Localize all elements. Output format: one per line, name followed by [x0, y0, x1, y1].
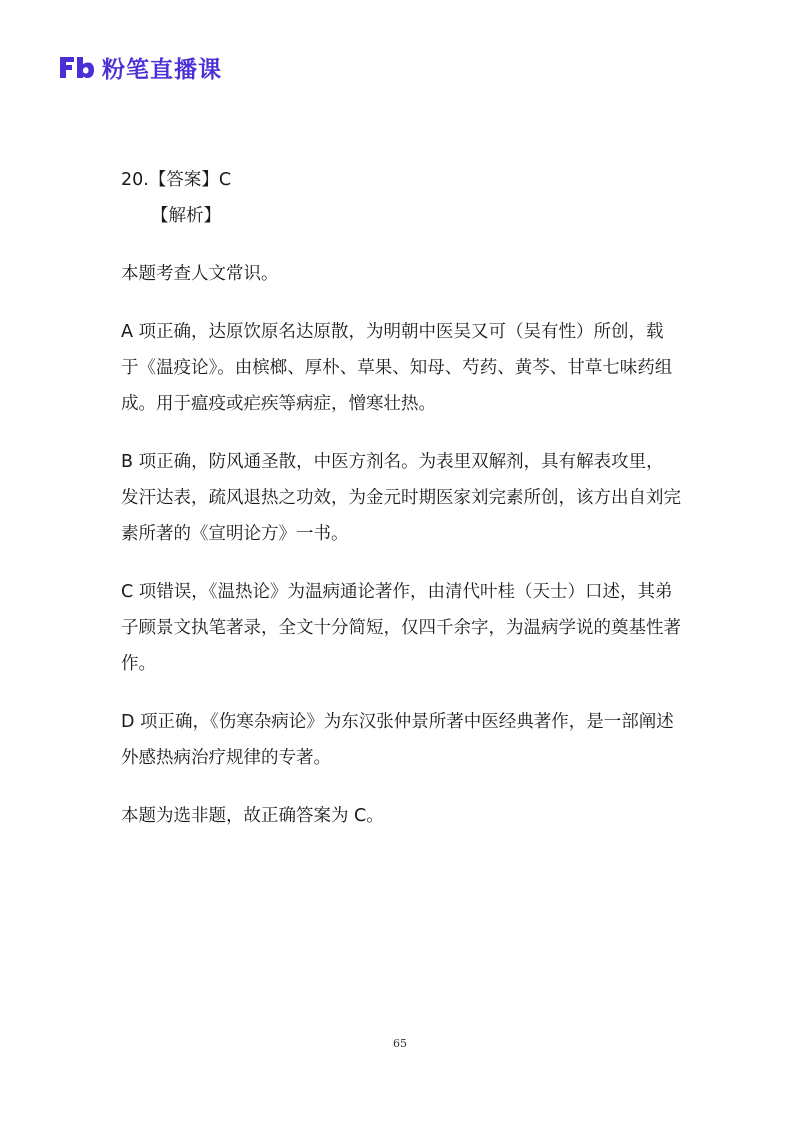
question-answer-title: 20.【答案】C: [121, 170, 232, 190]
analysis-paragraph-c: C 项错误，《温热论》为温病通论著作，由清代叶桂（天士）口述，其弟子顾景文执笔著录，全文十分简短，仅四千余字，为温病学说的奠基性著作。: [121, 582, 681, 674]
brand-name: 粉笔直播课: [102, 56, 222, 83]
analysis-paragraph-b: B 项正确，防风通圣散，中医方剂名。为表里双解剂，具有解表攻里，发汗达表，疏风退热之功效，为金元时期医家刘完素所创，该方出自刘完素所著的《宣明论方》一书。: [121, 452, 681, 544]
analysis-paragraph-intro: 本题考查人文常识。: [121, 264, 279, 284]
analysis-label: 【解析】: [151, 206, 221, 226]
analysis-conclusion: 本题为选非题，故正确答案为 C。: [121, 806, 384, 826]
analysis-paragraph-a: A 项正确，达原饮原名达原散，为明朝中医吴又可（吴有性）所创，载于《温疫论》。由槟榔、厚朴、草果、知母、芍药、黄芩、甘草七味药组成。用于瘟疫或疟疾等病症，憎寒壮热。: [121, 322, 673, 414]
analysis-paragraph-d: D 项正确，《伤寒杂病论》为东汉张仲景所著中医经典著作，是一部阐述外感热病治疗规律的专著。: [121, 712, 674, 768]
page-number: 65: [393, 1037, 407, 1050]
fb-logo-icon: [58, 53, 96, 81]
brand-header: [58, 50, 222, 84]
answer-content: [121, 162, 681, 856]
